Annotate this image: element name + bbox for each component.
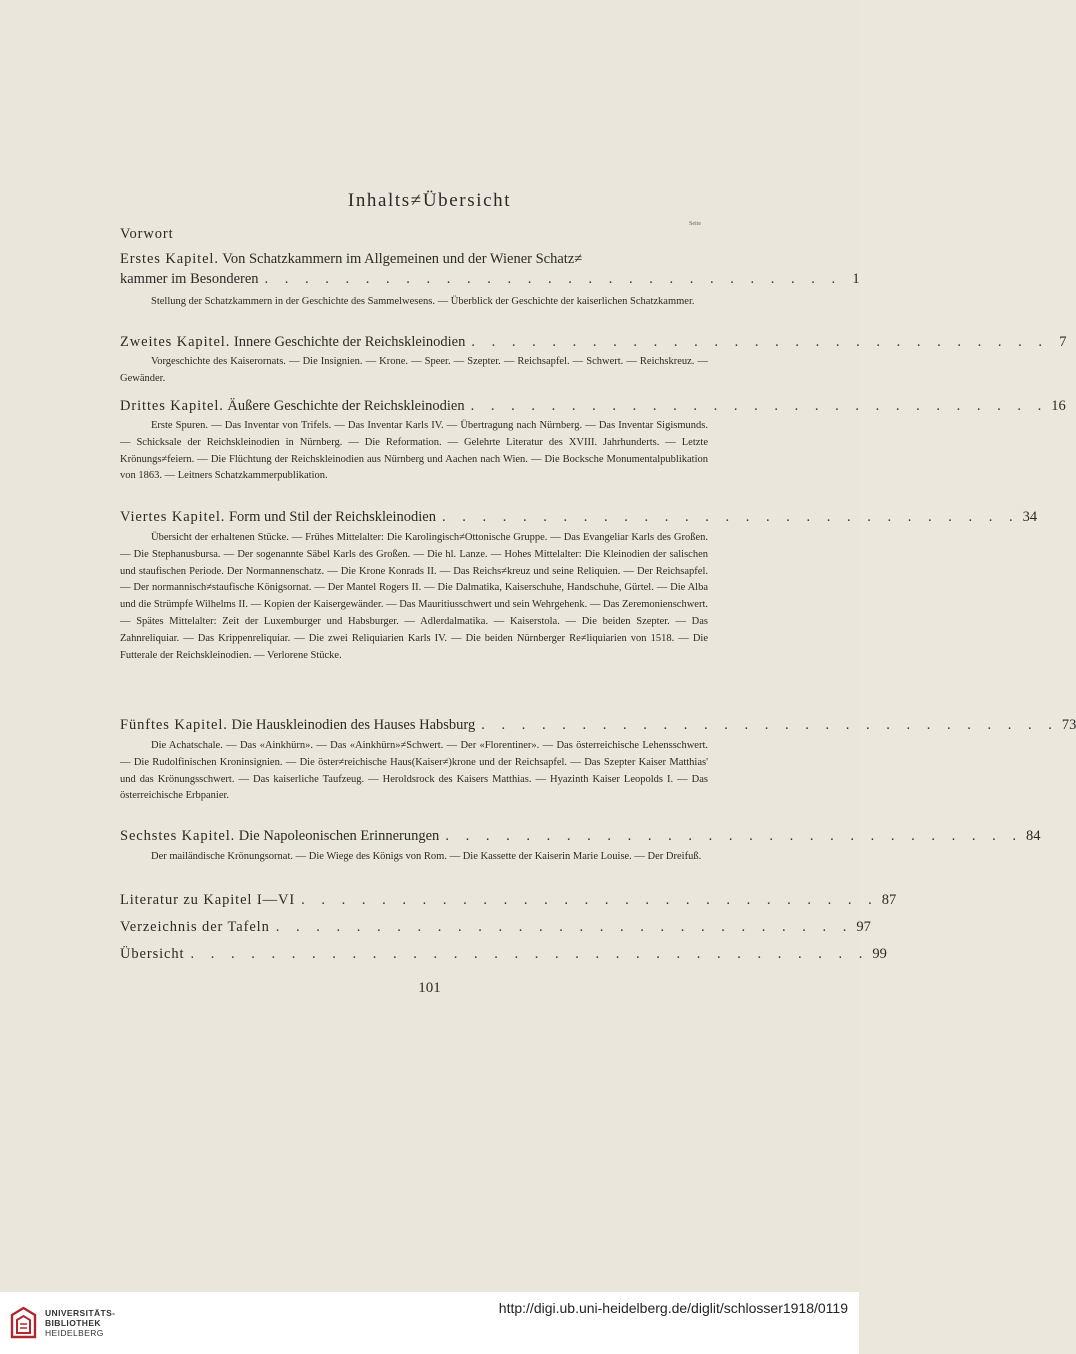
library-name-line3: HEIDELBERG [45,1328,104,1338]
chapter-lead: Sechstes Kapitel. [120,828,236,844]
leader-dots: . . . . . . . . . . . . . . . . . . . . . . . . . . . . . [471,334,1049,350]
seite-label: Seite [689,221,701,227]
uebersicht-entry [120,944,887,964]
entry-label: Übersicht [120,946,185,962]
leader-dots: . . . . . . . . . . . . . . . . . . . . . . . . . . . . . [470,398,1048,414]
chapter-3 [120,396,1066,485]
library-name[interactable] [45,1308,115,1338]
chapter-title-cont: kammer im Besonderen [120,271,259,287]
chapter-6-heading [120,826,1041,846]
literatur-line [120,890,897,910]
entry-label: Literatur zu Kapitel I—VI [120,892,296,908]
leader-dots: . . . . . . . . . . . . . . . . . . . . . . . . . . . . . . . . . . [190,946,869,962]
chapter-page: 1 [852,271,860,287]
chapter-lead: Erstes Kapitel. [120,251,219,267]
leader-dots: . . . . . . . . . . . . . . . . . . . . . . . . . . . . . [264,271,842,287]
chapter-4-heading [120,507,1038,527]
chapter-lead: Viertes Kapitel. [120,509,226,525]
page-title: Inhalts≠Übersicht [347,190,512,211]
tafeln-entry [120,917,871,937]
chapter-summary: Erste Spuren. — Das Inventar von Trifels. — Das Inventar Karls IV. — Übertragung nach Nürnberg. — Das Inventar Sigismunds. — Schicksale der Reichskleinodien in Nürnberg. — Die Reformation. — Gelehrte Literatur des XVIII. Jahrhunderts. — Letzte Krönungs≠feiern. — Die Flüchtung der Reichskleinodien aus Nürnberg und Aachen nach Wien. — Die Bocksche Monumentalpublikation von 1863. — Leitners Schatzkammerpublikation. [120,420,708,482]
leader-dots: . . . . . . . . . . . . . . . . . . . . . . . . . . . . . [441,509,1020,525]
chapter-page: 16 [1051,398,1066,414]
entry-page: 97 [856,919,871,935]
leader-dots: . . . . . . . . . . . . . . . . . . . . . . . . . . . . . [481,717,1059,733]
entry-page: 99 [872,946,887,962]
chapter-page: 7 [1059,334,1067,350]
library-logo-icon[interactable] [9,1306,38,1340]
chapter-lead: Fünftes Kapitel. [120,717,228,733]
chapter-title: Form und Stil der Reichskleinodien [228,509,436,525]
chapter-summary: Die Achatschale. — Das «Ainkhürn». — Das «Ainkhürn»≠Schwert. — Der «Florentiner». — Das österreichische Lehensschwert. — Die Rudolfinischen Kroninsignien. — Die öster≠reichische Haus(Kaiser≠)krone und der Reichsapfel. — Das Szepter Kaiser Matthias' und das Krönungsschwert. — Das kaiserliche Taufzeug. — Heroldsrock des Kaisers Matthias. — Hyazinth Kaiser Leopolds I. — Das österreichische Erbpanier. [120,740,708,802]
entry-page: 87 [881,892,897,908]
literatur-entry [120,890,897,910]
entry-label: Verzeichnis der Tafeln [120,919,270,935]
chapter-5 [120,715,1076,805]
chapter-summary: Stellung der Schatzkammern in der Geschichte des Sammelwesens. — Überblick der Geschichte der kaiserlichen Schatzkammer. [151,296,695,307]
chapter-5-heading [120,715,1076,735]
chapter-lead: Drittes Kapitel. [120,398,224,414]
chapter-summary: Übersicht der erhaltenen Stücke. — Frühes Mittelalter: Die Karolingisch≠Ottonische Gruppe. — Das Evangeliar Karls des Großen. — Die Stephanusbursa. — Der sogenannte Säbel Karls des Großen. — Die hl. Lanze. — Hohes Mittelalter: Die Kleinodien der salischen und staufischen Periode. Der Normannenschatz. — Die Krone Konrads II. — Das Reichs≠kreuz und seine Reliquien. — Der Reichsapfel. — Der normannisch≠staufische Königsornat. — Der Mantel Rogers II. — Die Dalmatika, Kaiserschuhe, Handschuhe, Gürtel. — Die Alba und die Strümpfe Wilhelms II. — Kopien der Kaisergewänder. — Das Mauritiusschwert und sein Wehrgehenk. — Das Zeremonienschwert. — Spätes Mittelalter: Zeit der Luxemburger und Habsburger. — Adlerdalmatika. — Kaiserstola. — Die beiden Szepter. — Das Zahnreliquiar. — Das Krippenreliquiar. — Die zwei Reliquiarien Karls IV. — Die beiden Nürnberger Re≠liquiarien von 1518. — Die Futterale der Reichskleinodien. — Verlorene Stücke. [120,532,708,661]
library-name-line2: BIBLIOTHEK [45,1318,101,1328]
chapter-page: 34 [1022,509,1038,525]
chapter-summary: Vorgeschichte des Kaiserornats. — Die Insignien. — Krone. — Speer. — Szepter. — Reichsapfel. — Schwert. — Reichskreuz. — Gewänder. [120,356,708,384]
chapter-2 [120,332,1067,388]
chapter-page: 73 [1061,717,1076,733]
library-name-line1: UNIVERSITÄTS- [45,1308,116,1318]
chapter-4 [120,507,1038,664]
leader-dots: . . . . . . . . . . . . . . . . . . . . . . . . . . . . . [445,828,1023,844]
chapter-1-heading-cont [120,269,860,289]
chapter-summary: Der mailändische Krönungsornat. — Die Wiege des Königs von Rom. — Die Kassette der Kaiserin Marie Louise. — Der Dreifuß. [151,851,702,862]
chapter-2-heading [120,332,1067,352]
chapter-3-heading [120,396,1066,416]
chapter-1 [120,249,860,311]
leader-dots: . . . . . . . . . . . . . . . . . . . . . . . . . . . . . [301,892,879,908]
vorwort-entry: Vorwort [120,226,174,242]
source-url-link[interactable]: http://digi.ub.uni-heidelberg.de/diglit/schlosser1918/0119 [498,1300,848,1316]
page-number: 101 [418,980,441,996]
chapter-title: Die Hauskleinodien des Hauses Habsburg [231,717,476,733]
chapter-page: 84 [1025,828,1041,844]
chapter-1-heading [120,249,708,269]
chapter-lead: Zweites Kapitel. [120,334,231,350]
chapter-6 [120,826,1041,866]
chapter-title: Von Schatzkammern im Allgemeinen und der Wiener Schatz≠ [222,251,583,267]
chapter-title: Die Napoleonischen Erinnerungen [238,828,440,844]
uebersicht-line [120,944,887,964]
leader-dots: . . . . . . . . . . . . . . . . . . . . . . . . . . . . . [275,919,853,935]
tafeln-line [120,917,871,937]
chapter-title: Innere Geschichte der Reichskleinodien [233,334,466,350]
chapter-title: Äußere Geschichte der Reichskleinodien [227,398,465,414]
